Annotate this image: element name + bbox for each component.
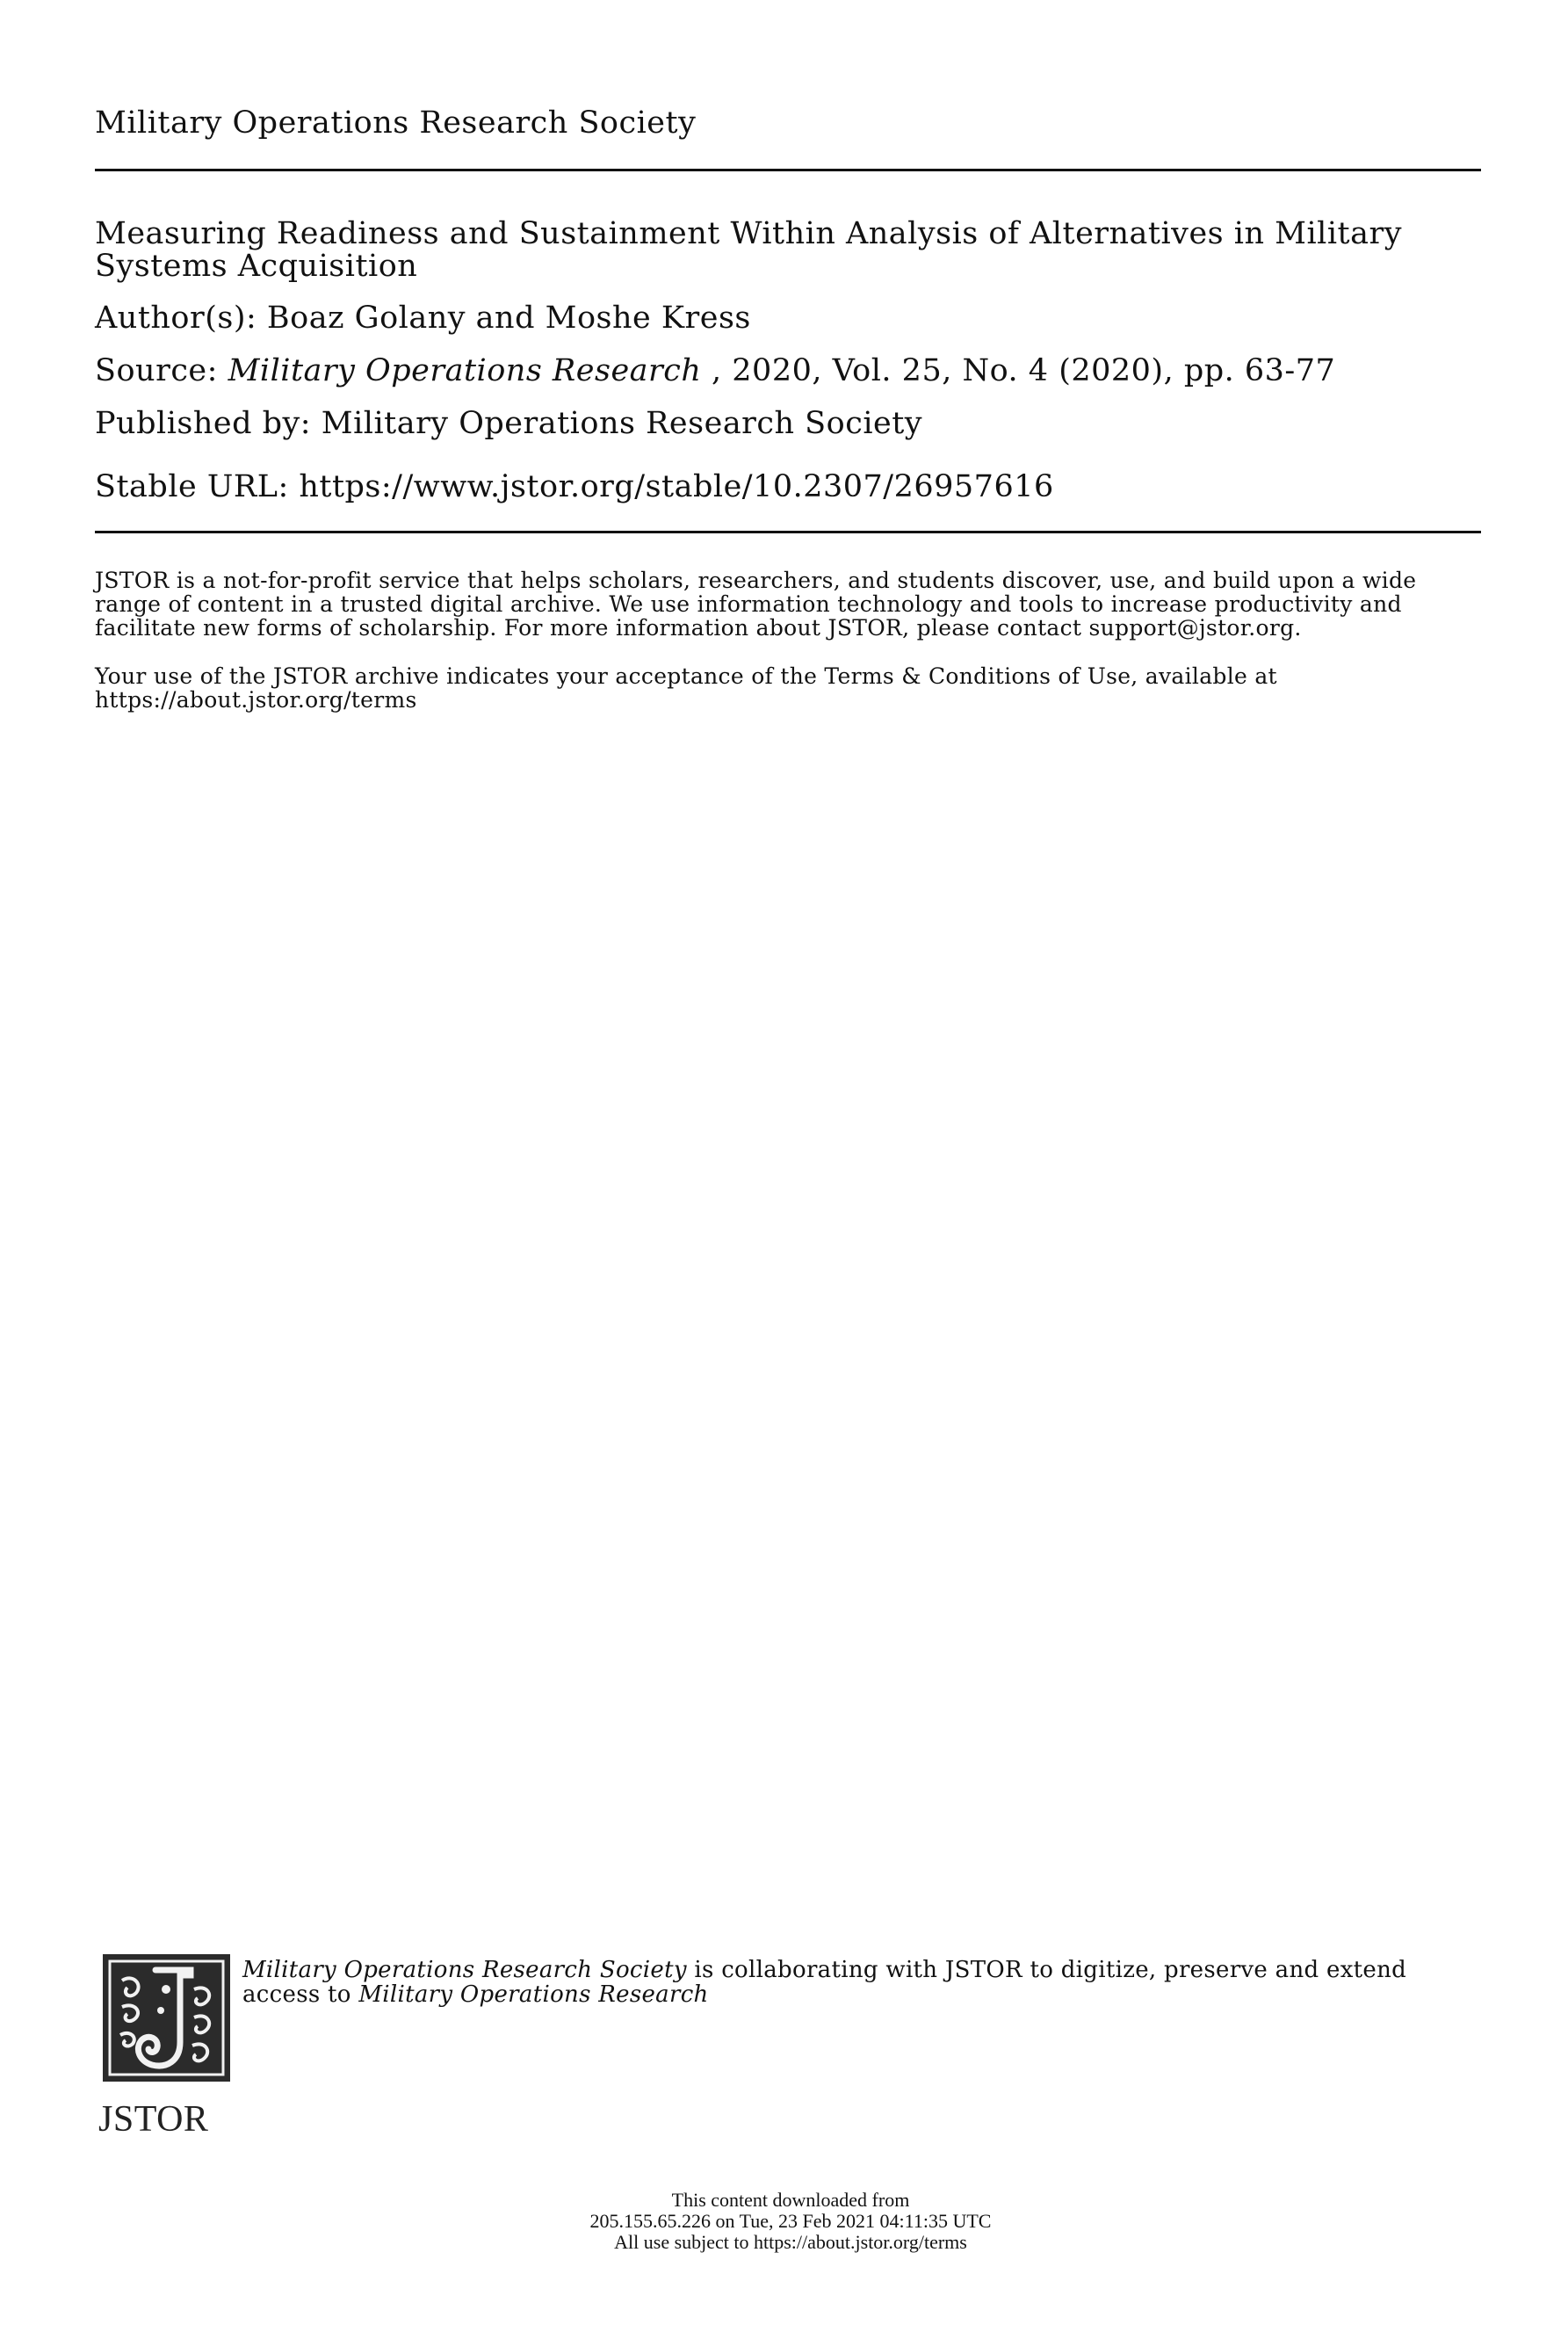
authors-line: Author(s): Boaz Golany and Moshe Kress [95,301,751,336]
jstor-logo-icon [103,1954,230,2082]
source-line [95,353,1335,388]
footer-line-2: 205.155.65.226 on Tue, 23 Feb 2021 04:11:35 UTC [589,2210,992,2232]
terms-notice: Your use of the JSTOR archive indicates your acceptance of the Terms & Conditions of Use, available at https://about.jstor.org/terms [95,663,1277,713]
jstor-logo-graphic [103,1954,230,2082]
publisher-header: Military Operations Research Society [95,105,697,141]
collaboration-journal: Military Operations Research [358,1981,709,2008]
collaboration-statement [242,1958,1472,2007]
header-divider [95,169,1481,171]
published-by-line: Published by: Military Operations Research Society [95,406,923,441]
stable-url-link[interactable]: Stable URL: https://www.jstor.org/stable/10.2307/26957616 [95,469,1054,504]
footer-line-1: This content downloaded from [671,2189,910,2211]
footer-line-3: All use subject to https://about.jstor.org/terms [614,2231,967,2253]
jstor-wordmark: JSTOR [98,2099,209,2140]
collaboration-society: Military Operations Research Society [242,1957,687,1983]
metadata-divider [95,531,1481,533]
collaboration-middle: is collaborating with JSTOR to digitize, preserve and extend access to [242,1957,1407,2008]
source-label: Source: [95,353,228,388]
jstor-about-notice: JSTOR is a not-for-profit service that helps scholars, researchers, and students discover, use, and build upon a wide range of content in a trusted digital archive. We use information technology and tools to increase productivity and facilitate new forms of scholarship. For more information about JSTOR, please contact support@jstor.org. [95,568,1417,641]
source-journal: Military Operations Research [228,353,702,388]
article-title: Measuring Readiness and Sustainment Within Analysis of Alternatives in Military Systems Acquisition [95,216,1402,284]
download-footer [474,2190,1107,2253]
source-details: , 2020, Vol. 25, No. 4 (2020), pp. 63-77 [701,353,1336,388]
